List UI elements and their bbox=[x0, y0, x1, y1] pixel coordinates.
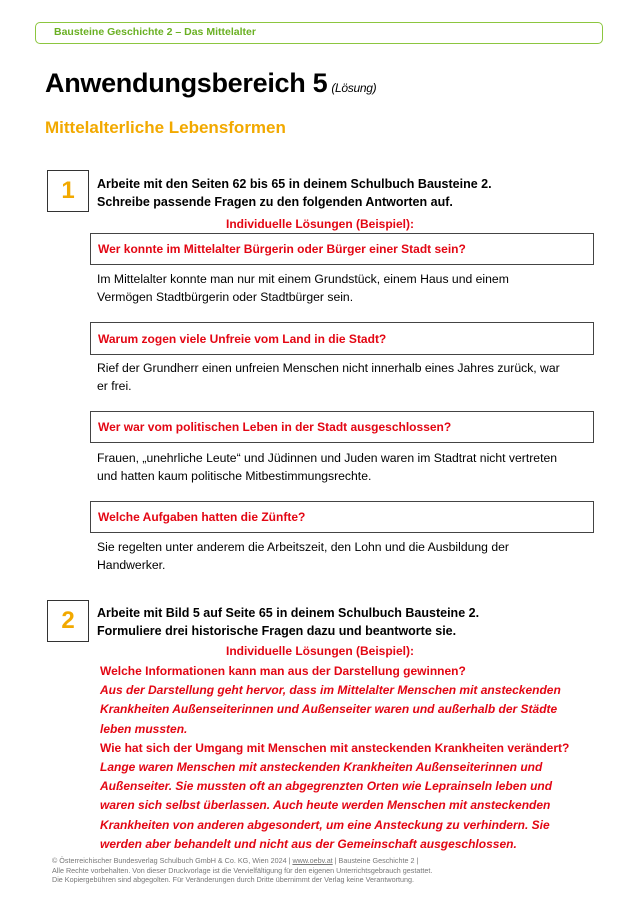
footer bbox=[52, 856, 432, 885]
answer-1 bbox=[97, 270, 592, 306]
answer-4-line1: Sie regelten unter anderem die Arbeitszeit, den Lohn und die Ausbildung der bbox=[97, 540, 509, 554]
task2-answer-2-line2: Außenseiter. Sie mussten oft an abgegrenzten Orten wie Leprainseln leben und bbox=[100, 779, 553, 794]
answer-3-line1: Frauen, „unehrliche Leute“ und Jüdinnen und Juden waren im Stadtrat nicht vertreten bbox=[97, 451, 558, 465]
answer-2-line2: er frei. bbox=[97, 379, 132, 393]
task2-answer-1-line3: leben mussten. bbox=[100, 721, 188, 736]
answer-3-line2: und hatten kaum politische Mitbestimmungsrechte. bbox=[97, 469, 372, 483]
page-subtitle: Mittelalterliche Lebensformen bbox=[45, 118, 286, 137]
answer-4 bbox=[97, 538, 592, 574]
task2-answer-1-line1: Aus der Darstellung geht hervor, dass im Mittelalter Menschen mit ansteckenden bbox=[100, 683, 561, 698]
answer-1-line2: Vermögen Stadtbürgerin oder Stadtbürger sein. bbox=[97, 290, 354, 304]
footer-line1 bbox=[52, 856, 432, 866]
title-sub: (Lösung) bbox=[331, 81, 377, 95]
answer-2 bbox=[97, 359, 592, 395]
footer-line3: Die Kopiergebühren sind abgegolten. Für Veränderungen durch Dritte übernimmt der Verlag keine Verantwortung. bbox=[52, 875, 414, 884]
answer-1-line1: Im Mittelalter konnte man nur mit einem Grundstück, einem Haus und einem bbox=[97, 272, 509, 286]
header-text: Bausteine Geschichte 2 – Das Mittelalter bbox=[54, 26, 256, 38]
task2-question-1: Welche Informationen kann man aus der Darstellung gewinnen? bbox=[100, 664, 466, 678]
header-bar bbox=[35, 22, 603, 44]
task2-instructions bbox=[97, 604, 479, 640]
question-box-2: Warum zogen viele Unfreie vom Land in die Stadt? bbox=[90, 322, 594, 355]
footer-copyright: © Österreichischer Bundesverlag Schulbuch GmbH & Co. KG, Wien 2024 | bbox=[52, 856, 293, 865]
task1-line2: Schreibe passende Fragen zu den folgenden Antworten auf. bbox=[97, 195, 453, 209]
task2-line2: Formuliere drei historische Fragen dazu und beantworte sie. bbox=[97, 624, 457, 638]
task2-line1: Arbeite mit Bild 5 auf Seite 65 in deinem Schulbuch Bausteine 2. bbox=[97, 606, 480, 620]
footer-line2: Alle Rechte vorbehalten. Von dieser Druckvorlage ist die Vervielfältigung für den eigenen Unterrichtsgebrauch gestattet. bbox=[52, 865, 433, 875]
footer-series: | Bausteine Geschichte 2 | bbox=[332, 856, 419, 865]
task2-answer-2-line5: werden aber behandelt und nicht aus der Gemeinschaft ausgeschlossen. bbox=[100, 836, 517, 851]
page-title bbox=[45, 68, 376, 99]
task1-line1: Arbeite mit den Seiten 62 bis 65 in deinem Schulbuch Bausteine 2. bbox=[97, 177, 492, 191]
task2-answer-1-line2: Krankheiten Außenseiterinnen und Außenseiter waren und außerhalb der Städte bbox=[100, 702, 558, 717]
task1-note: Individuelle Lösungen (Beispiel): bbox=[225, 217, 414, 231]
footer-link[interactable]: www.oebv.at bbox=[292, 856, 333, 865]
question-box-3: Wer war vom politischen Leben in der Stadt ausgeschlossen? bbox=[90, 411, 594, 443]
title-main: Anwendungsbereich 5 bbox=[45, 68, 328, 98]
question-box-4: Welche Aufgaben hatten die Zünfte? bbox=[90, 501, 594, 533]
task2-answer-2-line4: Krankheiten von anderen abgesondert, um eine Ansteckung zu verhindern. Sie bbox=[100, 817, 550, 832]
task-number-2: 2 bbox=[47, 600, 89, 642]
task2-answers bbox=[100, 662, 600, 854]
question-box-1: Wer konnte im Mittelalter Bürgerin oder Bürger einer Stadt sein? bbox=[90, 233, 594, 265]
answer-4-line2: Handwerker. bbox=[97, 558, 166, 572]
task-number-1: 1 bbox=[47, 170, 89, 212]
answer-3 bbox=[97, 449, 592, 485]
answer-2-line1: Rief der Grundherr einen unfreien Menschen nicht innerhalb eines Jahres zurück, war bbox=[97, 361, 560, 375]
task2-question-2: Wie hat sich der Umgang mit Menschen mit ansteckenden Krankheiten verändert? bbox=[100, 740, 570, 755]
task1-instructions bbox=[97, 175, 492, 211]
task2-answer-2-line1: Lange waren Menschen mit ansteckenden Krankheiten Außenseiterinnen und bbox=[100, 760, 543, 775]
task2-note: Individuelle Lösungen (Beispiel): bbox=[225, 644, 414, 658]
task2-answer-2-line3: waren sich selbst überlassen. Auch heute werden Menschen mit ansteckenden bbox=[100, 798, 551, 813]
